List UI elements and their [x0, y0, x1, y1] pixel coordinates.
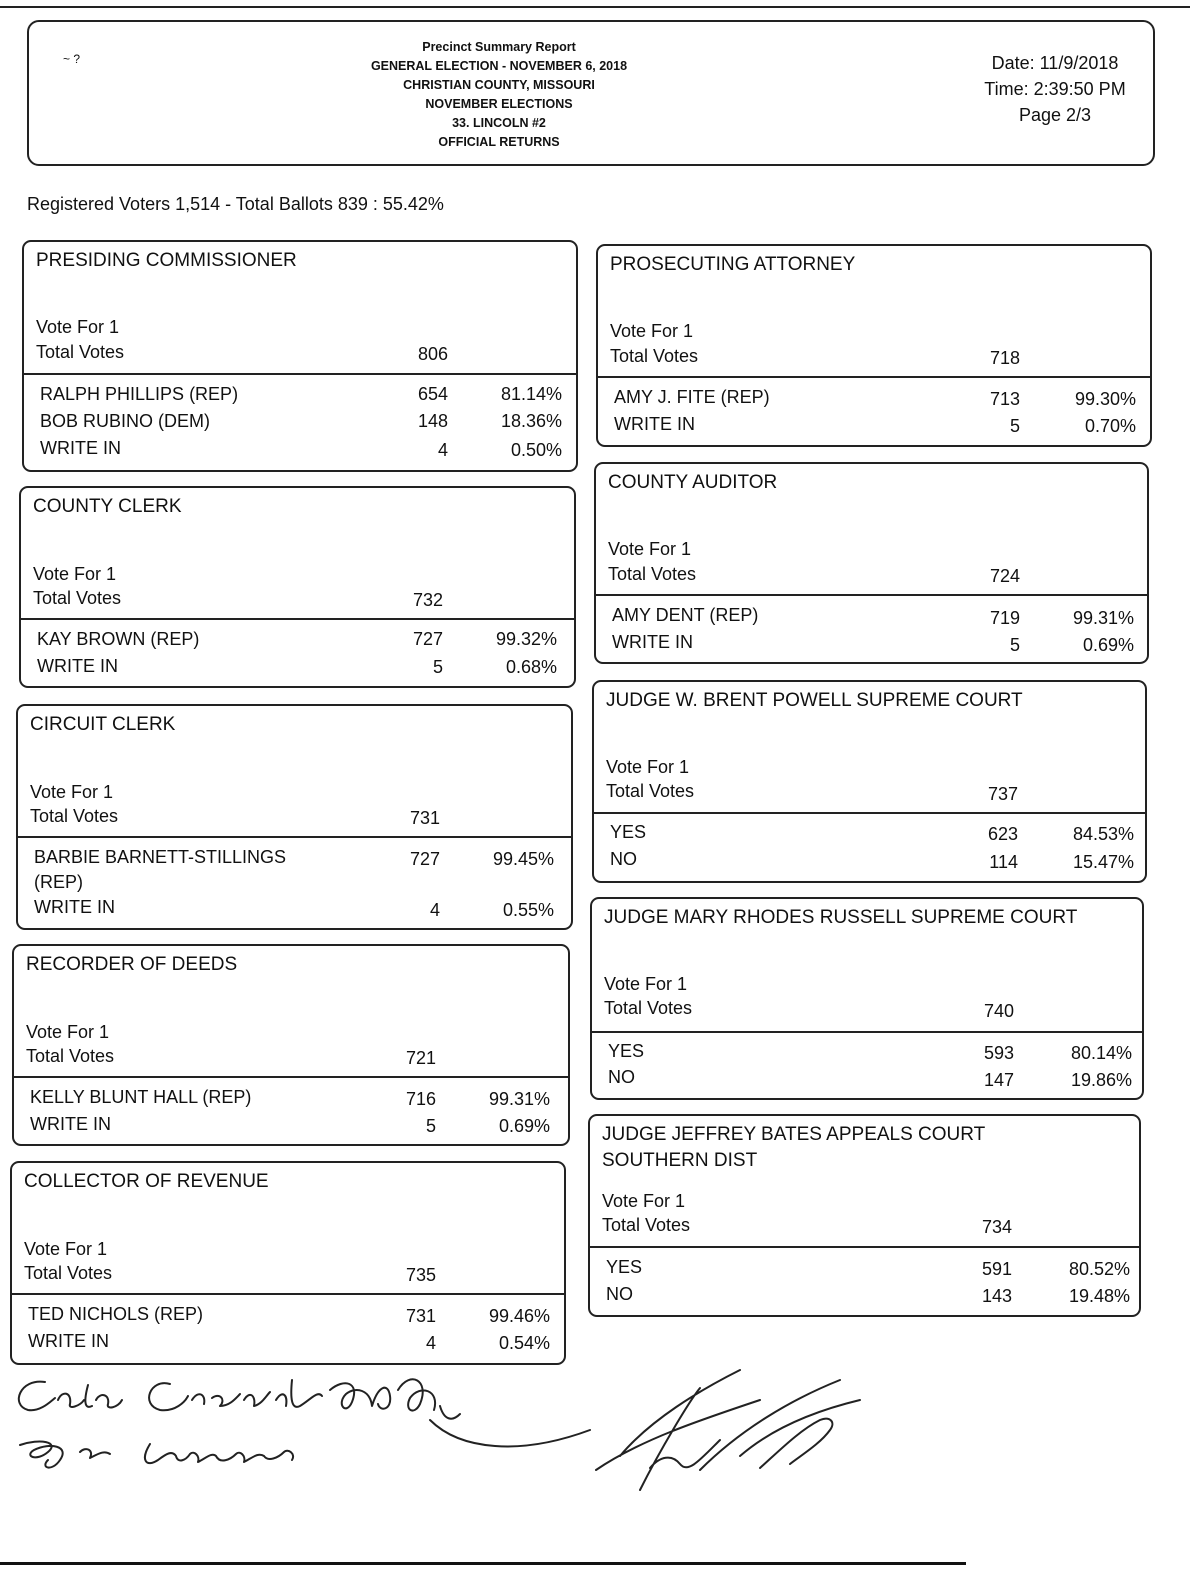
candidate-percent: 84.53% — [1072, 824, 1134, 844]
total-votes-label: Total Votes — [602, 1215, 691, 1235]
svg-text:Lynn Russell — [0, 1361, 6, 1363]
signature-initials — [596, 1370, 860, 1490]
vote-for-label: Vote For 1 — [604, 974, 688, 994]
candidate-votes: 727 — [412, 629, 443, 649]
candidate-percent: 0.70% — [1084, 416, 1136, 436]
total-votes-label: Total Votes — [610, 346, 699, 366]
report-title: Precinct Summary Report — [422, 40, 576, 54]
contest-judge-powell — [592, 680, 1147, 883]
candidate-votes: 114 — [989, 852, 1018, 872]
contest-title: PROSECUTING ATTORNEY — [610, 254, 856, 275]
candidate-percent: 81.14% — [500, 384, 562, 404]
divider — [21, 618, 574, 620]
total-votes-value: 737 — [987, 784, 1018, 804]
contest-title: PRESIDING COMMISSIONER — [36, 250, 297, 271]
candidate-votes: 143 — [981, 1286, 1012, 1306]
total-votes-value: 718 — [989, 348, 1020, 368]
candidate-percent: 80.14% — [1070, 1043, 1132, 1063]
signature-flourish — [430, 1420, 590, 1446]
report-time: Time: 2:39:50 PM — [984, 79, 1126, 99]
contest-title: COUNTY AUDITOR — [608, 472, 778, 493]
report-subtitle-line: CHRISTIAN COUNTY, MISSOURI — [403, 78, 595, 92]
candidate-percent: 99.45% — [492, 849, 554, 869]
candidate-name: RALPH PHILLIPS (REP) — [40, 384, 239, 404]
signature-lynn — [20, 1441, 293, 1467]
total-votes-value: 735 — [405, 1265, 436, 1285]
contest-title: COLLECTOR OF REVENUE — [24, 1171, 269, 1192]
candidate-percent: 0.69% — [1082, 635, 1134, 655]
candidate-votes: 713 — [989, 389, 1020, 409]
candidate-votes: 4 — [437, 440, 448, 460]
contest-judge-russell — [590, 897, 1144, 1100]
candidate-votes: 148 — [417, 411, 448, 431]
candidate-name: TED NICHOLS (REP) — [28, 1304, 204, 1324]
candidate-party: (REP) — [34, 872, 83, 892]
candidate-name: YES — [608, 1041, 645, 1061]
candidate-votes: 5 — [425, 1116, 436, 1136]
vote-for-label: Vote For 1 — [30, 782, 114, 802]
vote-for-label: Vote For 1 — [24, 1239, 108, 1259]
candidate-name: WRITE IN — [34, 897, 115, 917]
candidate-votes: 147 — [983, 1070, 1014, 1090]
stray-mark: ~ ? — [63, 52, 81, 66]
divider — [594, 812, 1145, 814]
candidate-percent: 0.68% — [505, 657, 557, 677]
candidate-name: KELLY BLUNT HALL (REP) — [30, 1087, 252, 1107]
report-header — [27, 20, 1155, 166]
total-votes-value: 731 — [409, 808, 440, 828]
contest-judge-bates — [588, 1114, 1141, 1317]
divider — [24, 373, 576, 375]
candidate-name: WRITE IN — [30, 1114, 111, 1134]
candidate-percent: 0.50% — [510, 440, 562, 460]
vote-for-label: Vote For 1 — [608, 539, 692, 559]
report-title-block — [329, 38, 669, 152]
total-votes-value: 740 — [983, 1001, 1014, 1021]
candidate-votes: 623 — [987, 824, 1018, 844]
top-rule — [0, 6, 1190, 8]
total-votes-label: Total Votes — [24, 1263, 113, 1283]
candidate-percent: 19.86% — [1070, 1070, 1132, 1090]
candidate-percent: 0.55% — [502, 900, 554, 920]
candidate-name: YES — [606, 1257, 643, 1277]
candidate-name: BOB RUBINO (DEM) — [40, 411, 211, 431]
candidate-votes: 5 — [432, 657, 443, 677]
candidate-votes: 591 — [981, 1259, 1012, 1279]
candidate-votes: 5 — [1009, 635, 1020, 655]
candidate-votes: 4 — [429, 900, 440, 920]
divider — [14, 1076, 568, 1078]
candidate-name: WRITE IN — [37, 656, 118, 676]
candidate-name: WRITE IN — [614, 414, 695, 434]
svg-text:illegible initials — [0, 1361, 7, 1364]
divider — [12, 1293, 564, 1295]
contest-title: CIRCUIT CLERK — [30, 714, 176, 735]
candidate-percent: 99.46% — [488, 1306, 550, 1326]
report-meta — [965, 50, 1145, 128]
candidate-votes: 727 — [409, 849, 440, 869]
candidate-votes: 719 — [989, 608, 1020, 628]
contest-county-auditor — [594, 462, 1149, 664]
candidate-name: AMY J. FITE (REP) — [614, 387, 770, 407]
total-votes-label: Total Votes — [608, 564, 697, 584]
contest-collector-of-revenue — [10, 1161, 566, 1365]
report-subtitle-line: GENERAL ELECTION - NOVEMBER 6, 2018 — [370, 59, 628, 73]
total-votes-label: Total Votes — [30, 806, 119, 826]
candidate-name: WRITE IN — [612, 632, 693, 652]
candidate-percent: 19.48% — [1068, 1286, 1130, 1306]
candidate-percent: 15.47% — [1072, 852, 1134, 872]
contest-circuit-clerk — [16, 704, 573, 930]
divider — [18, 836, 571, 838]
total-votes-label: Total Votes — [36, 342, 125, 362]
total-votes-value: 732 — [412, 590, 443, 610]
contest-recorder-of-deeds — [12, 944, 570, 1146]
contest-title-line2: SOUTHERN DIST — [602, 1150, 758, 1171]
candidate-name: WRITE IN — [40, 438, 121, 458]
candidate-percent: 0.69% — [498, 1116, 550, 1136]
total-votes-label: Total Votes — [26, 1046, 115, 1066]
total-votes-label: Total Votes — [604, 998, 693, 1018]
bottom-rule — [0, 1562, 966, 1565]
report-page: Page 2/3 — [1018, 105, 1092, 125]
signature-area — [0, 1360, 900, 1500]
contest-title: JUDGE MARY RHODES RUSSELL SUPREME COURT — [604, 907, 1078, 928]
report-subtitle-line: OFFICIAL RETURNS — [438, 135, 560, 149]
candidate-votes: 593 — [983, 1043, 1014, 1063]
divider — [596, 594, 1147, 596]
vote-for-label: Vote For 1 — [610, 321, 694, 341]
candidate-name: NO — [606, 1284, 633, 1304]
vote-for-label: Vote For 1 — [602, 1191, 686, 1211]
vote-for-label: Vote For 1 — [36, 317, 120, 337]
candidate-name: NO — [610, 849, 637, 869]
candidate-percent: 99.31% — [488, 1089, 550, 1109]
candidate-name: BARBIE BARNETT-STILLINGS — [34, 847, 287, 867]
candidate-name: KAY BROWN (REP) — [37, 629, 200, 649]
contest-title: JUDGE JEFFREY BATES APPEALS COURT — [602, 1124, 986, 1145]
candidate-votes: 5 — [1009, 416, 1020, 436]
total-votes-value: 734 — [981, 1217, 1012, 1237]
total-votes-value: 721 — [405, 1048, 436, 1068]
candidate-percent: 18.36% — [500, 411, 562, 431]
divider — [598, 376, 1150, 378]
candidate-percent: 0.54% — [498, 1333, 550, 1353]
svg-text:Carl Eskuth — [0, 1360, 6, 1362]
vote-for-label: Vote For 1 — [606, 757, 690, 777]
candidate-name: NO — [608, 1067, 635, 1087]
contest-county-clerk — [19, 486, 576, 688]
candidate-percent: 99.32% — [495, 629, 557, 649]
candidate-votes: 731 — [405, 1306, 436, 1326]
candidate-percent: 99.31% — [1072, 608, 1134, 628]
divider — [592, 1031, 1142, 1033]
turnout-summary: Registered Voters 1,514 - Total Ballots 839 : 55.42% — [27, 194, 444, 214]
candidate-votes: 4 — [425, 1333, 436, 1353]
candidate-votes: 654 — [417, 384, 448, 404]
contest-title: COUNTY CLERK — [33, 496, 182, 517]
total-votes-value: 806 — [417, 344, 448, 364]
candidate-name: YES — [610, 822, 647, 842]
contest-prosecuting-attorney — [596, 244, 1152, 447]
vote-for-label: Vote For 1 — [33, 564, 117, 584]
candidate-percent: 99.30% — [1074, 389, 1136, 409]
total-votes-label: Total Votes — [606, 781, 695, 801]
candidate-percent: 80.52% — [1068, 1259, 1130, 1279]
contest-presiding-commissioner — [22, 240, 578, 472]
contest-title: JUDGE W. BRENT POWELL SUPREME COURT — [606, 690, 1023, 711]
candidate-votes: 716 — [405, 1089, 436, 1109]
vote-for-label: Vote For 1 — [26, 1022, 110, 1042]
total-votes-value: 724 — [989, 566, 1020, 586]
report-date: Date: 11/9/2018 — [991, 53, 1119, 73]
report-subtitle-line: NOVEMBER ELECTIONS — [425, 97, 573, 111]
candidate-name: WRITE IN — [28, 1331, 109, 1351]
contest-title: RECORDER OF DEEDS — [26, 954, 238, 975]
total-votes-label: Total Votes — [33, 588, 122, 608]
candidate-name: AMY DENT (REP) — [612, 605, 759, 625]
signature-carl — [19, 1379, 460, 1418]
divider — [590, 1246, 1139, 1248]
report-subtitle-line: 33. LINCOLN #2 — [452, 116, 546, 130]
